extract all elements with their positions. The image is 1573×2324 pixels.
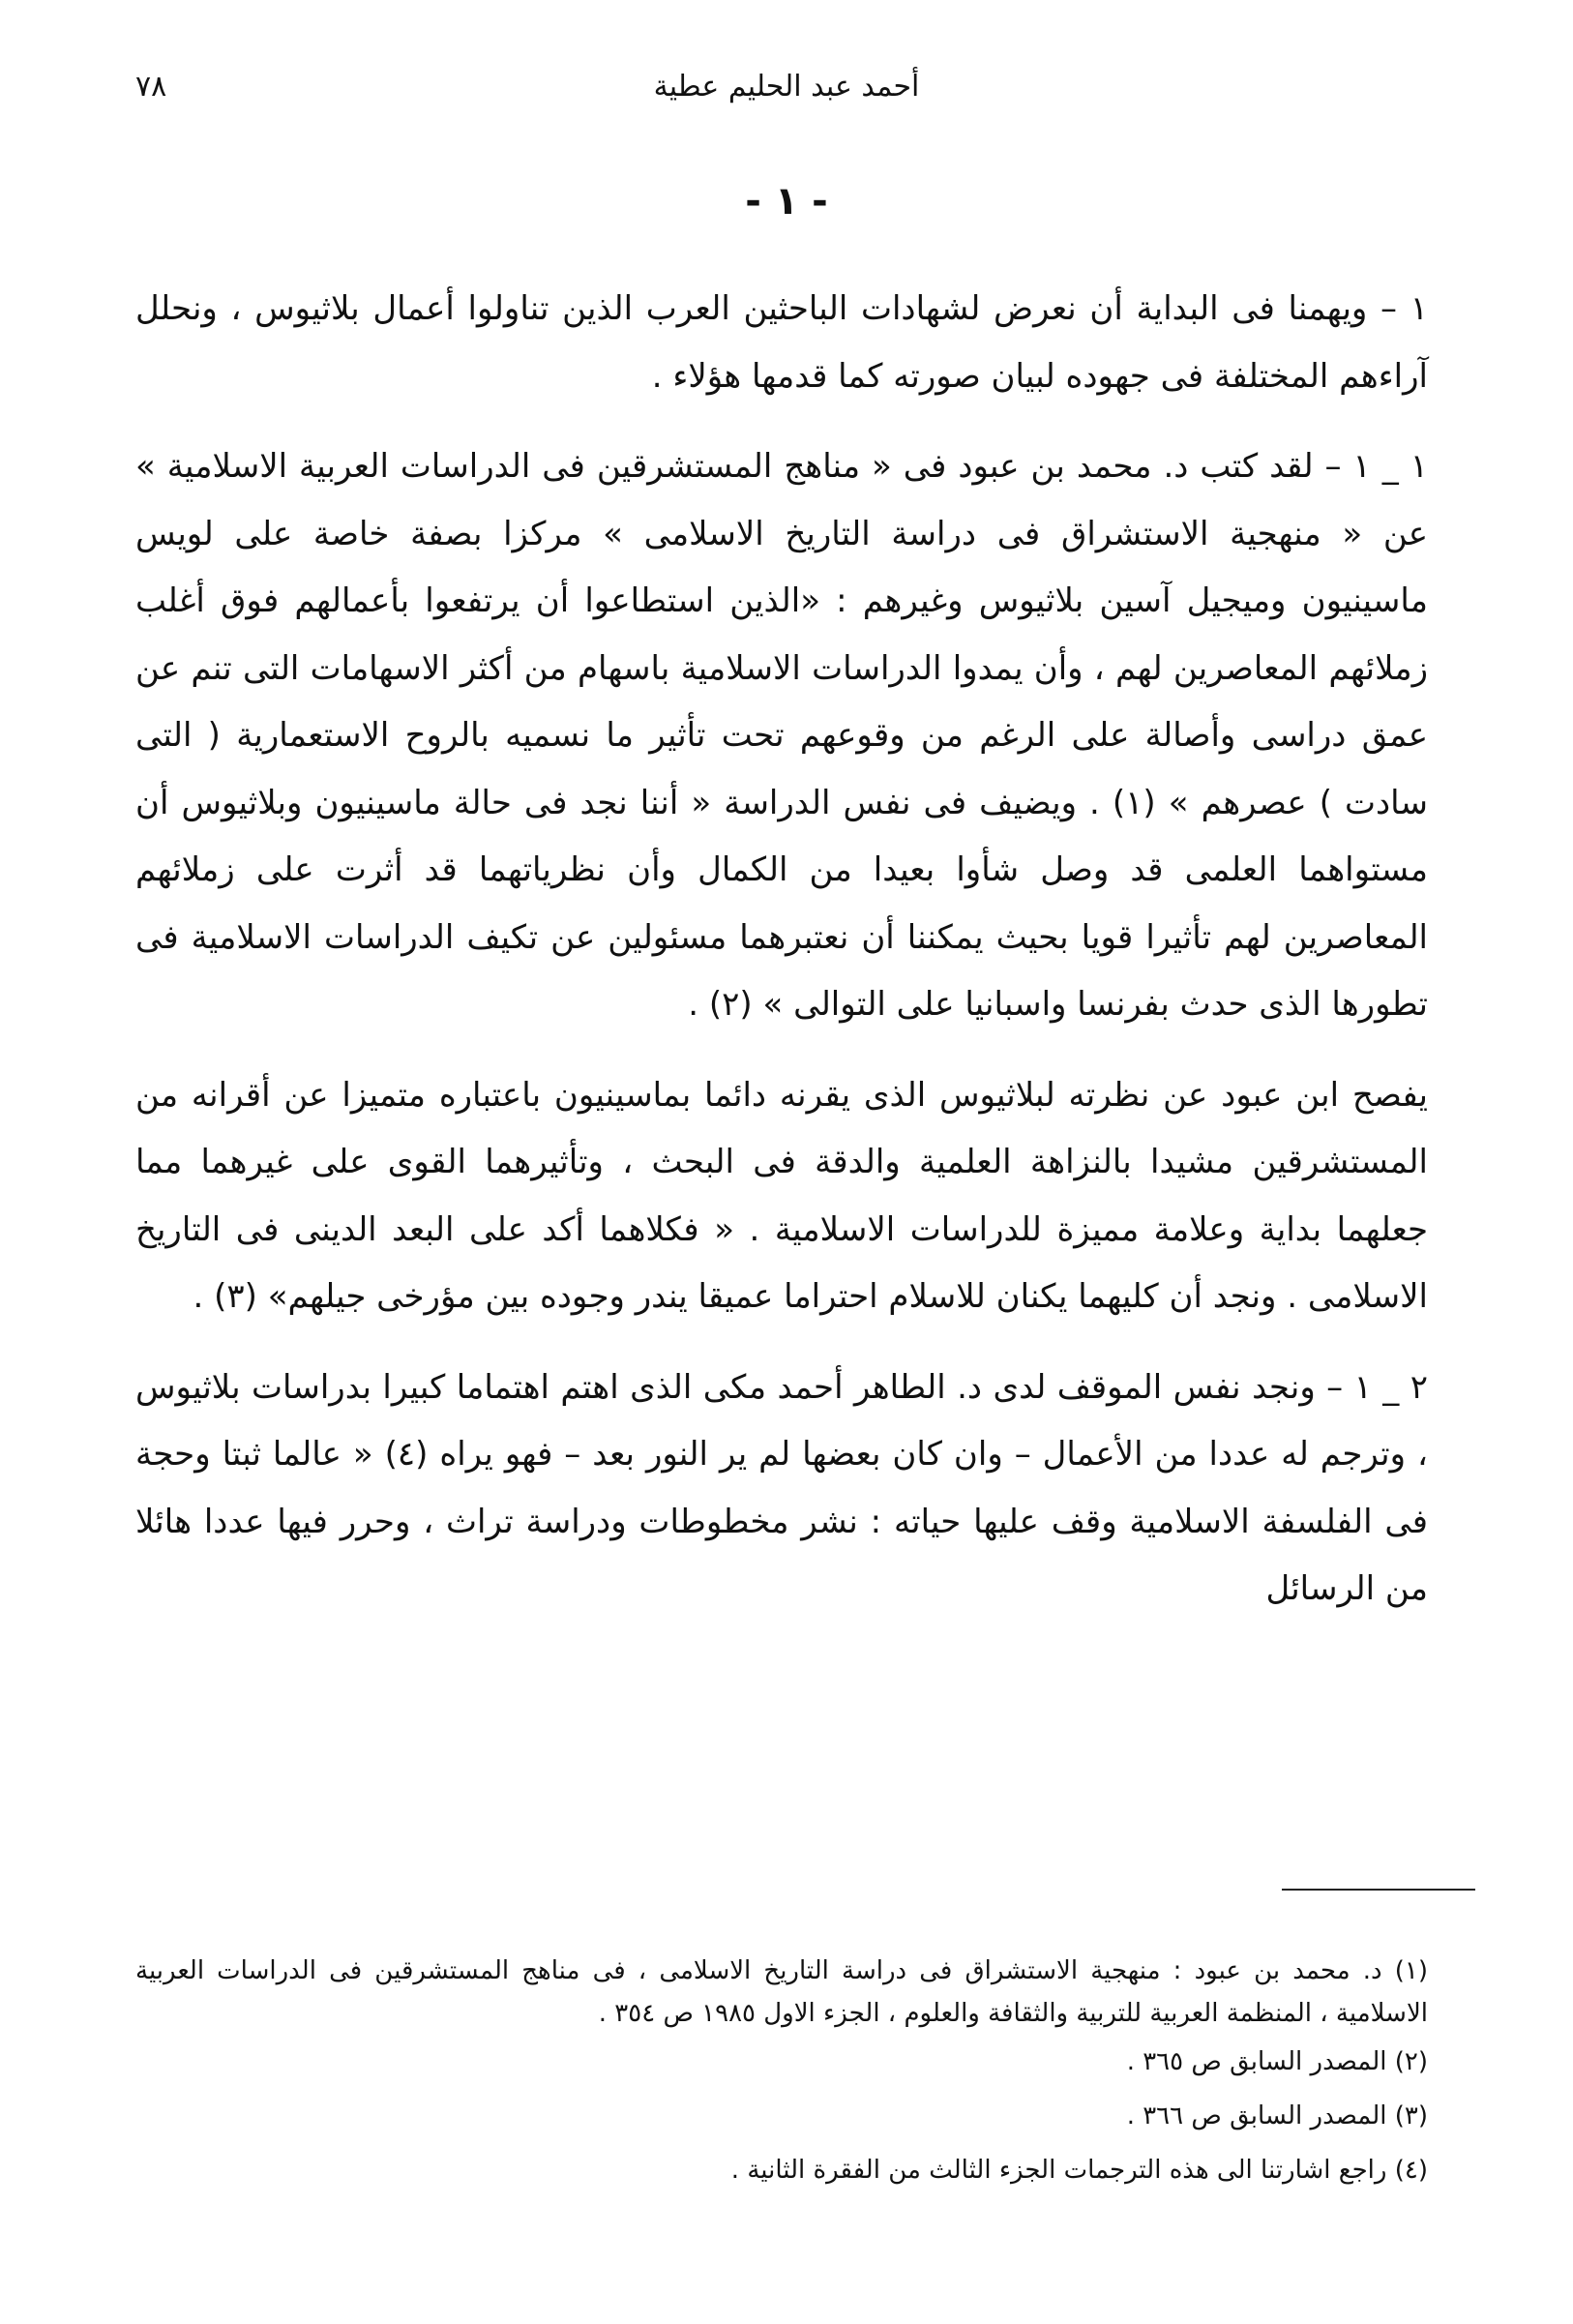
footnote-4: (٤) راجع اشارتنا الى هذه الترجمات الجزء الثالث من الفقرة الثانية . xyxy=(730,2156,1428,2185)
running-head-author: أحمد عبد الحليم عطية xyxy=(653,70,920,104)
paragraph-2: ١ _ ١ – لقد كتب د. محمد بن عبود فى « مناهج المستشرقين فى الدراسات العربية الاسلامية » عن « منهجية الاستشراق فى دراسة التاريخ الاسلامى » مركزا بصفة خاصة على لويس ماسينيون وميجيل آسين بلاثيوس وغيرهم : «الذين استطاعوا أن يرتفعوا بأعمالهم فوق أغلب زملائهم المعاصرين لهم ، وأن يمدوا الدراسات الاسلامية باسهام من أكثر الاسهامات التى تنم عن عمق دراسى وأصالة على الرغم من وقوعهم تحت تأثير ما نسميه بالروح الاستعمارية ( التى سادت ) عصرهم » (١) . ويضيف فى نفس الدراسة « أننا نجد فى حالة ماسينيون وبلاثيوس أن مستواهما العلمى قد وصل شأوا بعيدا من الكمال وأن نظرياتهما قد أثرت على زملائهم المعاصرين لهم تأثيرا قويا بحيث يمكننا أن نعتبرهما مسئولين عن تكيف الدراسات الاسلامية فى تطورها الذى حدث بفرنسا واسبانيا على التوالى » (٢) . xyxy=(135,447,1428,1024)
footnotes xyxy=(135,1950,1428,2203)
page-number: ٧٨ xyxy=(135,70,167,104)
body-text xyxy=(135,276,1428,1647)
footnote-1: (١) د. محمد بن عبود : منهجية الاستشراق فى دراسة التاريخ الاسلامى ، فى مناهج المستشرقين فى الدراسات العربية الاسلامية ، المنظمة العربية للتربية والثقافة والعلوم ، الجزء الاول ١٩٨٥ ص ٣٥٤ . xyxy=(135,1956,1428,2028)
paragraph-3: يفصح ابن عبود عن نظرته لبلاثيوس الذى يقرنه دائما بماسينيون باعتباره متميزا عن أقرانه من المستشرقين مشيدا بالنزاهة العلمية والدقة فى البحث ، وتأثيرهما القوى على غيرهما مما جعلهما بداية وعلامة مميزة للدراسات الاسلامية . « فكلاهما أكد على البعد الدينى فى التاريخ الاسلامى . ونجد أن كليهما يكنان للاسلام احتراما عميقا يندر وجوده بين مؤرخى جيلهم» (٣) . xyxy=(135,1075,1428,1316)
footnote-2: (٢) المصدر السابق ص ٣٦٥ . xyxy=(1126,2047,1428,2076)
paragraph-1: ١ – ويهمنا فى البداية أن نعرض لشهادات الباحثين العرب الذين تناولوا أعمال بلاثيوس ، ونحلل آراءهم المختلفة فى جهوده لبيان صورته كما قدمها هؤلاء . xyxy=(135,289,1428,396)
paragraph-4: ٢ _ ١ – ونجد نفس الموقف لدى د. الطاهر أحمد مكى الذى اهتم اهتماما كبيرا بدراسات بلاثيوس ، وترجم له عددا من الأعمال – وان كان بعضها لم ير النور بعد – فهو يراه (٤) « عالما ثبتا وحجة فى الفلسفة الاسلامية وقف عليها حياته : نشر مخطوطات ودراسة تراث ، وحرر فيها عددا هائلا من الرسائل xyxy=(135,1367,1428,1608)
section-number: - ١ - xyxy=(745,179,828,223)
running-header xyxy=(135,70,1438,118)
footnote-divider xyxy=(1282,1889,1475,1891)
footnote-3: (٣) المصدر السابق ص ٣٦٦ . xyxy=(1126,2101,1428,2130)
